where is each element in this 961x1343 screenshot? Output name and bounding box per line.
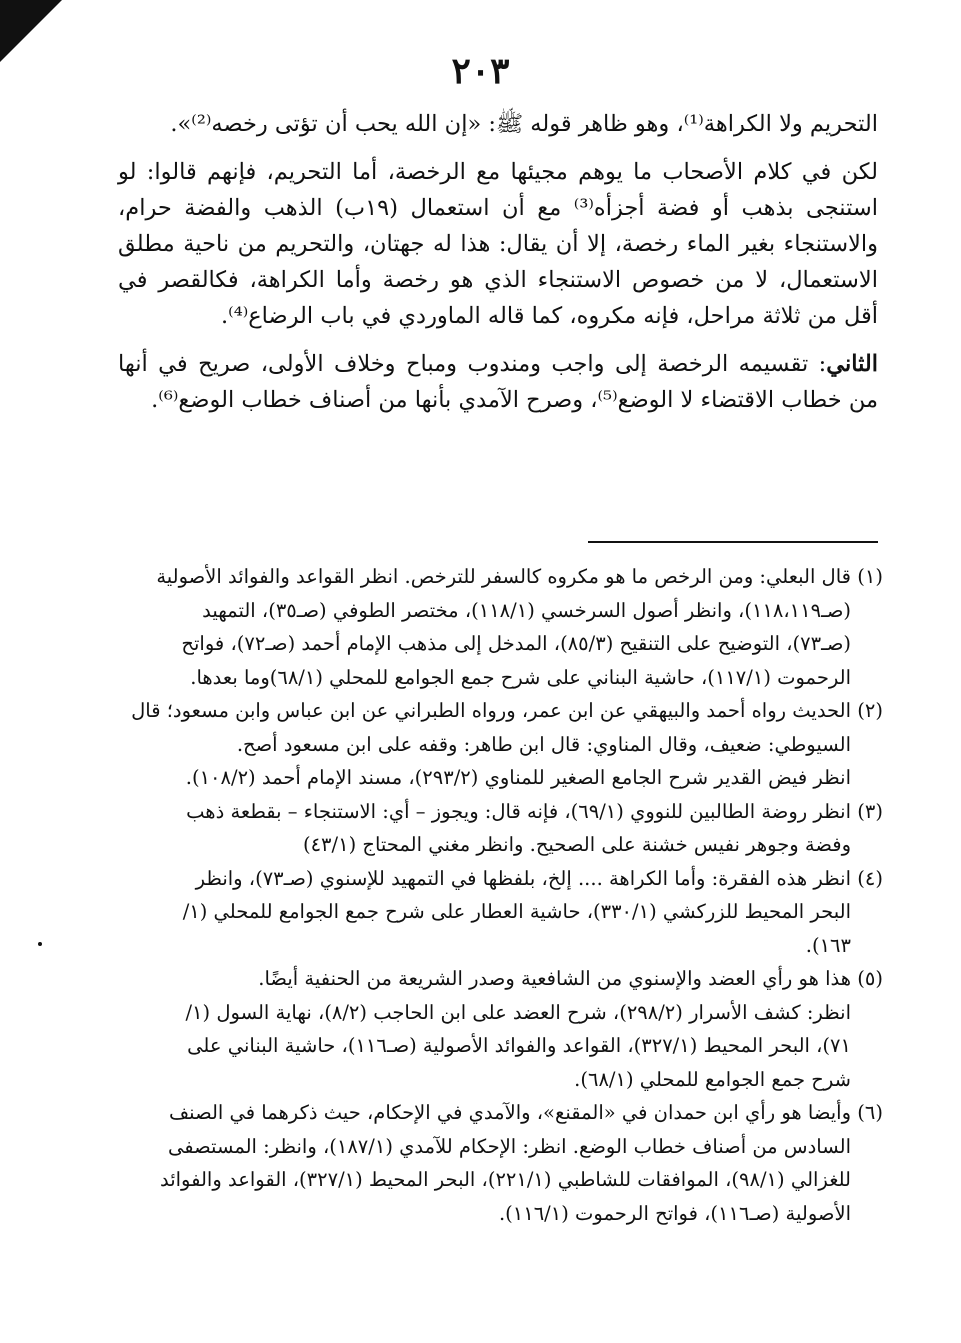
- footnote: [118, 962, 883, 1096]
- footnote-text: انظر هذه الفقرة: وأما الكراهة .... إلخ، بلفظها في التمهيد للإسنوي (صـ٧٣)، وانظر البحر المحيط للزركشي (٣٣٠/١)، حاشية العطار على شرح جمع الجوامع للمحلي (١/ ١٦٣).: [182, 866, 851, 957]
- paragraph-2: لكن في كلام الأصحاب ما يوهم مجيئها مع الرخصة، أما التحريم، فإنهم قالوا: لو استنجى بذهب أو فضة أجزأه⁽³⁾ مع أن استعمال (١٩ب) الذهب والفضة حرام، والاستنجاء بغير الماء رخصة، إلا أن يقال: هذا له جهتان، والتحريم من ناحية مطلق الاستعمال، لا من خصوص الاستنجاء الذي هو رخصة وأما الكراهة، فكالقصر في أقل من ثلاثة مراحل، فإنه مكروه، كما قاله الماوردي في باب الرضاع⁽⁴⁾.: [118, 159, 878, 329]
- footnote-number: (٦): [857, 1101, 883, 1124]
- footnote: [118, 694, 883, 795]
- footnote-text: هذا هو رأي العضد والإسنوي من الشافعية وصدر الشريعة من الحنفية أيضًا. انظر: كشف الأسرار (٢٩٨/٢)، شرح العضد على ابن الحاجب (٨/٢)، نهاية السول (١/ ٧١)، البحر المحيط (٣٢٧/١)، القواعد والفوائد الأصولية (صـ١١٦)، حاشية البناني على شرح جمع الجوامع للمحلي (٦٨/١).: [185, 967, 851, 1091]
- footnote-text: الحديث رواه أحمد والبيهقي عن ابن عمر، ورواه الطبراني عن ابن عباس وابن مسعود؛ قال السيوطي: ضعيف، وقال المناوي: قال ابن طاهر: وقفه على ابن مسعود أصح. انظر فيض القدير شرح الجامع الصغير للمناوي (٢٩٣/٢)، مسند الإمام أحمد (١٠٨/٢).: [131, 699, 851, 789]
- footnote-divider: [588, 541, 878, 543]
- footnote-text: قال البعلي: ومن الرخص ما هو مكروه كالسفر للترخص. انظر القواعد والفوائد الأصولية (صـ١١٨،١١٩)، وانظر أصول السرخسي (١١٨/١)، مختصر الطوفي (صـ٣٥)، التمهيد (صـ٧٣)، التوضيح على التنقيح (٨٥/٣)، المدخل إلى مذهب الإمام أحمد (صـ٧٢)، فواتح الرحموت (١١٧/١)، حاشية البناني على شرح جمع الجوامع للمحلي (٦٨/١)وما بعدها.: [156, 565, 851, 689]
- footnote-number: (٢): [857, 699, 883, 722]
- footnotes: [118, 560, 883, 1230]
- footnote: [118, 560, 883, 694]
- footnote-number: (١): [857, 565, 883, 588]
- footnote-text: وأيضا هو رأي ابن حمدان في «المقنع»، والآمدي في الإحكام، حيث ذكرهما في الصنف السادس من أصناف خطاب الوضع. انظر: الإحكام للآمدي (١٨٧/١)، وانظر: المستصفى للغزالي (٩٨/١)، الموافقات للشاطبي (٢٢١/١)، البحر المحيط (٣٢٧/١)، القواعد والفوائد الأصولية (صـ١١٦)، فواتح الرحموت (١١٦/١).: [159, 1101, 851, 1225]
- paragraph-1: التحريم ولا الكراهة⁽¹⁾، وهو ظاهر قوله ﷺ: «إن الله يحب أن تؤتى رخصه⁽²⁾».: [170, 111, 878, 137]
- main-text: [118, 106, 878, 430]
- footnote-number: (٤): [857, 866, 883, 890]
- stray-dot: [38, 942, 42, 946]
- footnote: [118, 795, 883, 862]
- footnote: [118, 862, 883, 963]
- footnote-text: انظر روضة الطالبين للنووي (٦٩/١)، فإنه قال: ويجوز – أي: الاستنجاء – بقطعة ذهب وفضة وجوهر نفيس خشنة على الصحيح. وانظر مغني المحتاج (٤٣/١): [186, 799, 851, 856]
- footnote-number: (٥): [857, 967, 883, 990]
- page-number: ٢٠٣: [451, 50, 510, 92]
- paragraph-3: الثاني: تقسيمه الرخصة إلى واجب ومندوب ومباح وخلاف الأولى، صريح في أنها من خطاب الاقتضاء لا الوضع⁽⁵⁾، وصرح الآمدي بأنها من أصناف خطاب الوضع⁽⁶⁾.: [118, 351, 878, 413]
- footnote-number: (٣): [857, 799, 883, 823]
- footnote: [118, 1096, 883, 1230]
- section-label: الثاني: [826, 351, 878, 377]
